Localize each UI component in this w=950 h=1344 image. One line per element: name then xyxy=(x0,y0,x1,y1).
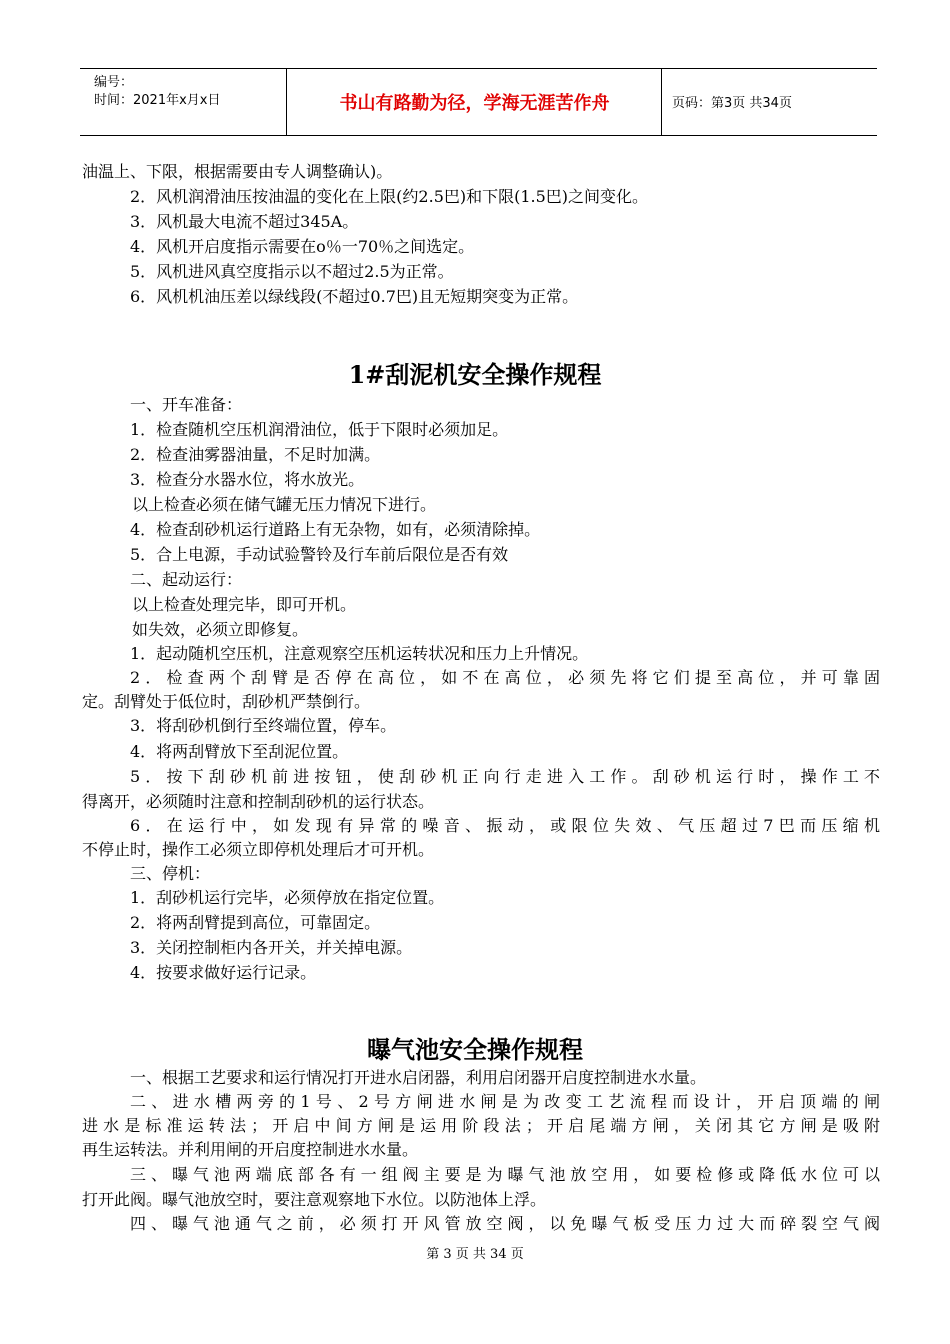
header-page-cell xyxy=(662,69,877,135)
section-line: 三、曝气池两端底部各有一组阀主要是为曝气池放空用，如要检修或降低水位可以 xyxy=(130,1165,880,1184)
section-line: 2．检查油雾器油量，不足时加满。 xyxy=(130,445,381,464)
header-motto: 书山有路勤为径，学海无涯苦作舟 xyxy=(339,93,610,114)
section-line: 1．刮砂机运行完毕，必须停放在指定位置。 xyxy=(130,888,445,907)
section-line: 四、曝气池通气之前，必须打开风管放空阀，以免曝气板受压力过大而碎裂空气阀 xyxy=(130,1214,880,1233)
header-page-number: 页码：第3页 共34页 xyxy=(672,96,792,111)
section-line: 得离开，必须随时注意和控制刮砂机的运行状态。 xyxy=(82,792,435,811)
section-line: 打开此阀。曝气池放空时，要注意观察地下水位。以防池体上浮。 xyxy=(82,1190,547,1209)
section-line: 以上检查处理完毕，即可开机。 xyxy=(132,595,357,614)
section-title: 曝气池安全操作规程 xyxy=(367,1035,583,1064)
header-meta-cell xyxy=(80,69,287,135)
doc-number-label: 编号： xyxy=(94,75,134,90)
section-line: 5．按下刮砂机前进按钮，使刮砂机正向行走进入工作。刮砂机运行时，操作工不 xyxy=(130,767,880,786)
section-line: 4．检查刮砂机运行道路上有无杂物，如有，必须清除掉。 xyxy=(130,520,541,539)
section-line: 4．将两刮臂放下至刮泥位置。 xyxy=(130,742,349,761)
intro-line: 2．风机润滑油压按油温的变化在上限(约2.5巴)和下限(1.5巴)之间变化。 xyxy=(130,187,649,206)
section-line: 1．起动随机空压机，注意观察空压机运转状况和压力上升情况。 xyxy=(130,644,589,663)
section-line: 5．合上电源，手动试验警铃及行车前后限位是否有效 xyxy=(130,545,509,564)
section-line: 再生运转法。并利用闸的开启度控制进水水量。 xyxy=(82,1140,419,1159)
section-line: 二、起动运行： xyxy=(130,570,243,589)
section-line: 进水是标准运转法；开启中间方闸是运用阶段法；开启尾端方闸，关闭其它方闸是吸附 xyxy=(82,1116,880,1135)
section-line: 如失效，必须立即修复。 xyxy=(132,620,309,639)
header-motto-cell xyxy=(287,69,662,135)
section-line: 2．检查两个刮臂是否停在高位，如不在高位，必须先将它们提至高位，并可靠固 xyxy=(130,668,880,687)
intro-line: 油温上、下限，根据需要由专人调整确认)。 xyxy=(82,162,393,181)
intro-line: 5．风机进风真空度指示以不超过2.5为正常。 xyxy=(130,262,454,281)
intro-line: 3．风机最大电流不超过345A。 xyxy=(130,212,359,231)
section-line: 一、开车准备： xyxy=(130,395,243,414)
page-header xyxy=(80,68,877,136)
section-line: 定。刮臂处于低位时，刮砂机严禁倒行。 xyxy=(82,692,371,711)
section-line: 一、根据工艺要求和运行情况打开进水启闭器，利用启闭器开启度控制进水水量。 xyxy=(130,1068,707,1087)
intro-line: 4．风机开启度指示需要在o％一70％之间选定。 xyxy=(130,237,475,256)
section-line: 6．在运行中，如发现有异常的噪音、振动，或限位失效、气压超过7巴而压缩机 xyxy=(130,816,880,835)
section-line: 3．将刮砂机倒行至终端位置，停车。 xyxy=(130,716,397,735)
page-footer: 第 3 页 共 34 页 xyxy=(426,1247,524,1262)
section-line: 3．关闭控制柜内各开关，并关掉电源。 xyxy=(130,938,413,957)
section-line: 三、停机： xyxy=(130,864,211,883)
section-title: 1#刮泥机安全操作规程 xyxy=(348,360,602,389)
doc-time-label: 时间：2021年x月x日 xyxy=(94,93,221,108)
section-line: 1．检查随机空压机润滑油位，低于下限时必须加足。 xyxy=(130,420,509,439)
section-line: 二、进水槽两旁的1号、2号方闸进水闸是为改变工艺流程而设计，开启顶端的闸 xyxy=(130,1092,880,1111)
section-line: 3．检查分水器水位，将水放光。 xyxy=(130,470,365,489)
section-line: 以上检查必须在储气罐无压力情况下进行。 xyxy=(132,495,437,514)
section-line: 4．按要求做好运行记录。 xyxy=(130,963,317,982)
section-line: 2．将两刮臂提到高位，可靠固定。 xyxy=(130,913,381,932)
section-line: 不停止时，操作工必须立即停机处理后才可开机。 xyxy=(82,840,435,859)
intro-line: 6．风机机油压差以绿线段(不超过0.7巴)且无短期突变为正常。 xyxy=(130,287,579,306)
